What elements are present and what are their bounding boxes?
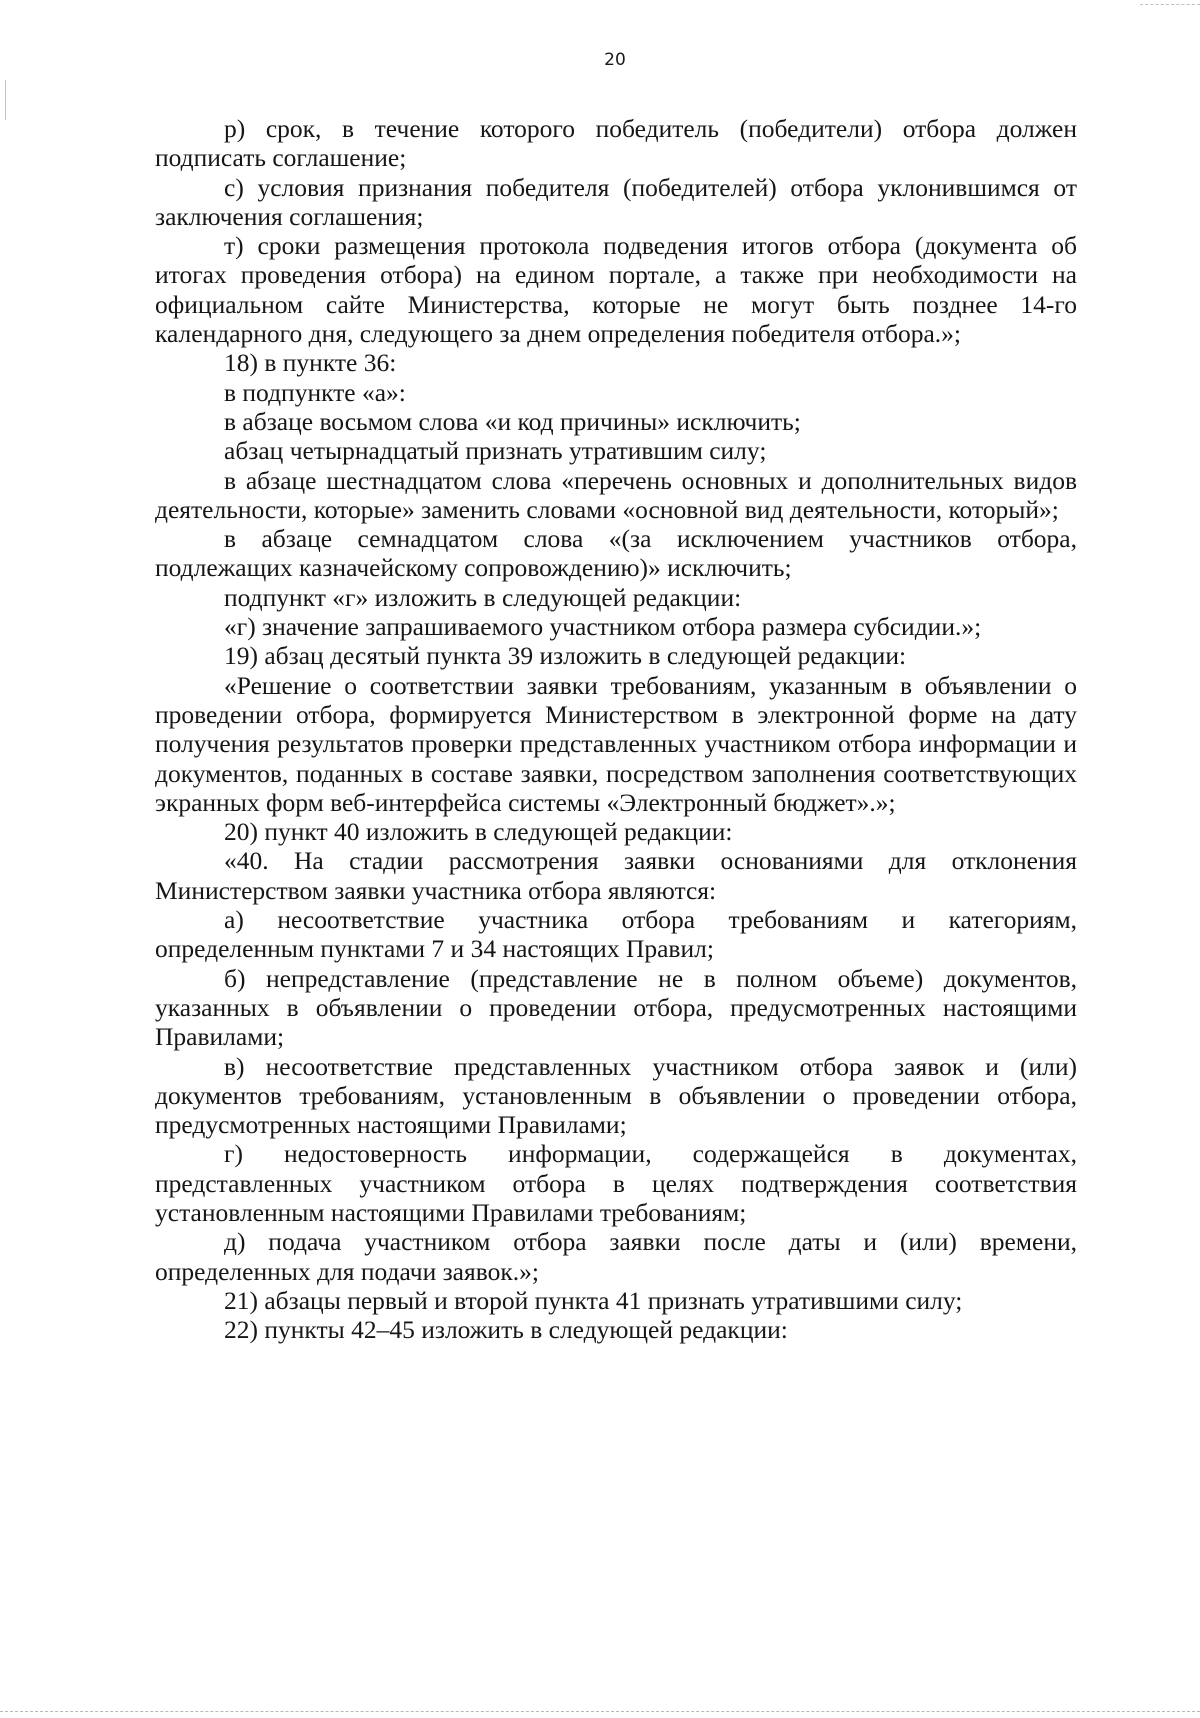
paragraph-40-d: д) подача участником отбора заявки после даты и (или) времени, определенных для подачи заявок.»; xyxy=(155,1227,1077,1286)
paragraph-g-value: «г) значение запрашиваемого участником отбора размера субсидии.»; xyxy=(224,612,982,642)
paragraph-8th: в абзаце восьмом слова «и код причины» исключить; xyxy=(224,406,801,436)
page-number: 20 xyxy=(604,50,626,70)
paragraph-t: т) сроки размещения протокола подведения итогов отбора (документа об итогах проведения отбора) на едином портале, а также при необходимости на официальном сайте Министерства, которые не могут быть позднее 14-го календарного дня, следующего за днем определения победителя отбора.»; xyxy=(155,231,1077,349)
paragraph-r: р) срок, в течение которого победитель (победители) отбора должен подписать соглашение; xyxy=(155,114,1077,173)
paragraph-19: 19) абзац десятый пункта 39 изложить в следующей редакции: xyxy=(224,641,907,671)
paragraph-16th: в абзаце шестнадцатом слова «перечень основных и дополнительных видов деятельности, которые» заменить словами «основной вид деятельности, который»; xyxy=(155,465,1077,524)
document-body xyxy=(155,114,1077,1344)
paragraph-subpoint-a: в подпункте «а»: xyxy=(224,377,406,407)
paragraph-40: «40. На стадии рассмотрения заявки основаниями для отклонения Министерством заявки участника отбора являются: xyxy=(155,846,1077,905)
paragraph-20: 20) пункт 40 изложить в следующей редакции: xyxy=(224,817,733,847)
paragraph-40-a: а) несоответствие участника отбора требованиям и категориям, определенным пунктами 7 и 34 настоящих Правил; xyxy=(155,905,1077,964)
paragraph-18: 18) в пункте 36: xyxy=(224,348,397,378)
paragraph-40-g: г) недостоверность информации, содержащейся в документах, представленных участником отбора в целях подтверждения соответствия установленным настоящими Правилами требованиям; xyxy=(155,1139,1077,1227)
paragraph-14th: абзац четырнадцатый признать утратившим силу; xyxy=(224,436,767,466)
scan-edge-mark xyxy=(0,1711,1200,1712)
scan-edge-mark xyxy=(5,80,6,120)
paragraph-s: с) условия признания победителя (победителей) отбора уклонившимся от заключения соглашения; xyxy=(155,172,1077,231)
paragraph-subpoint-g: подпункт «г» изложить в следующей редакции: xyxy=(224,582,742,612)
paragraph-17th: в абзаце семнадцатом слова «(за исключением участников отбора, подлежащих казначейскому сопровождению)» исключить; xyxy=(155,524,1077,583)
paragraph-21: 21) абзацы первый и второй пункта 41 признать утратившими силу; xyxy=(224,1285,963,1315)
paragraph-22: 22) пункты 42–45 изложить в следующей редакции: xyxy=(224,1315,788,1345)
paragraph-40-b: б) непредставление (представление не в полном объеме) документов, указанных в объявлении о проведении отбора, предусмотренных настоящими Правилами; xyxy=(155,963,1077,1052)
paragraph-decision: «Решение о соответствии заявки требованиям, указанным в объявлении о проведении отбора, формируется Министерством в электронной форме на дату получения результатов проверки представленных участником отбора информации и документов, поданных в составе заявки, посредством заполнения соответствующих экранных форм веб-интерфейса системы «Электронный бюджет».»; xyxy=(155,670,1077,817)
scan-edge-mark xyxy=(1140,4,1200,5)
paragraph-40-v: в) несоответствие представленных участником отбора заявок и (или) документов требованиям, установленным в объявлении о проведении отбора, предусмотренных настоящими Правилами; xyxy=(155,1051,1077,1140)
